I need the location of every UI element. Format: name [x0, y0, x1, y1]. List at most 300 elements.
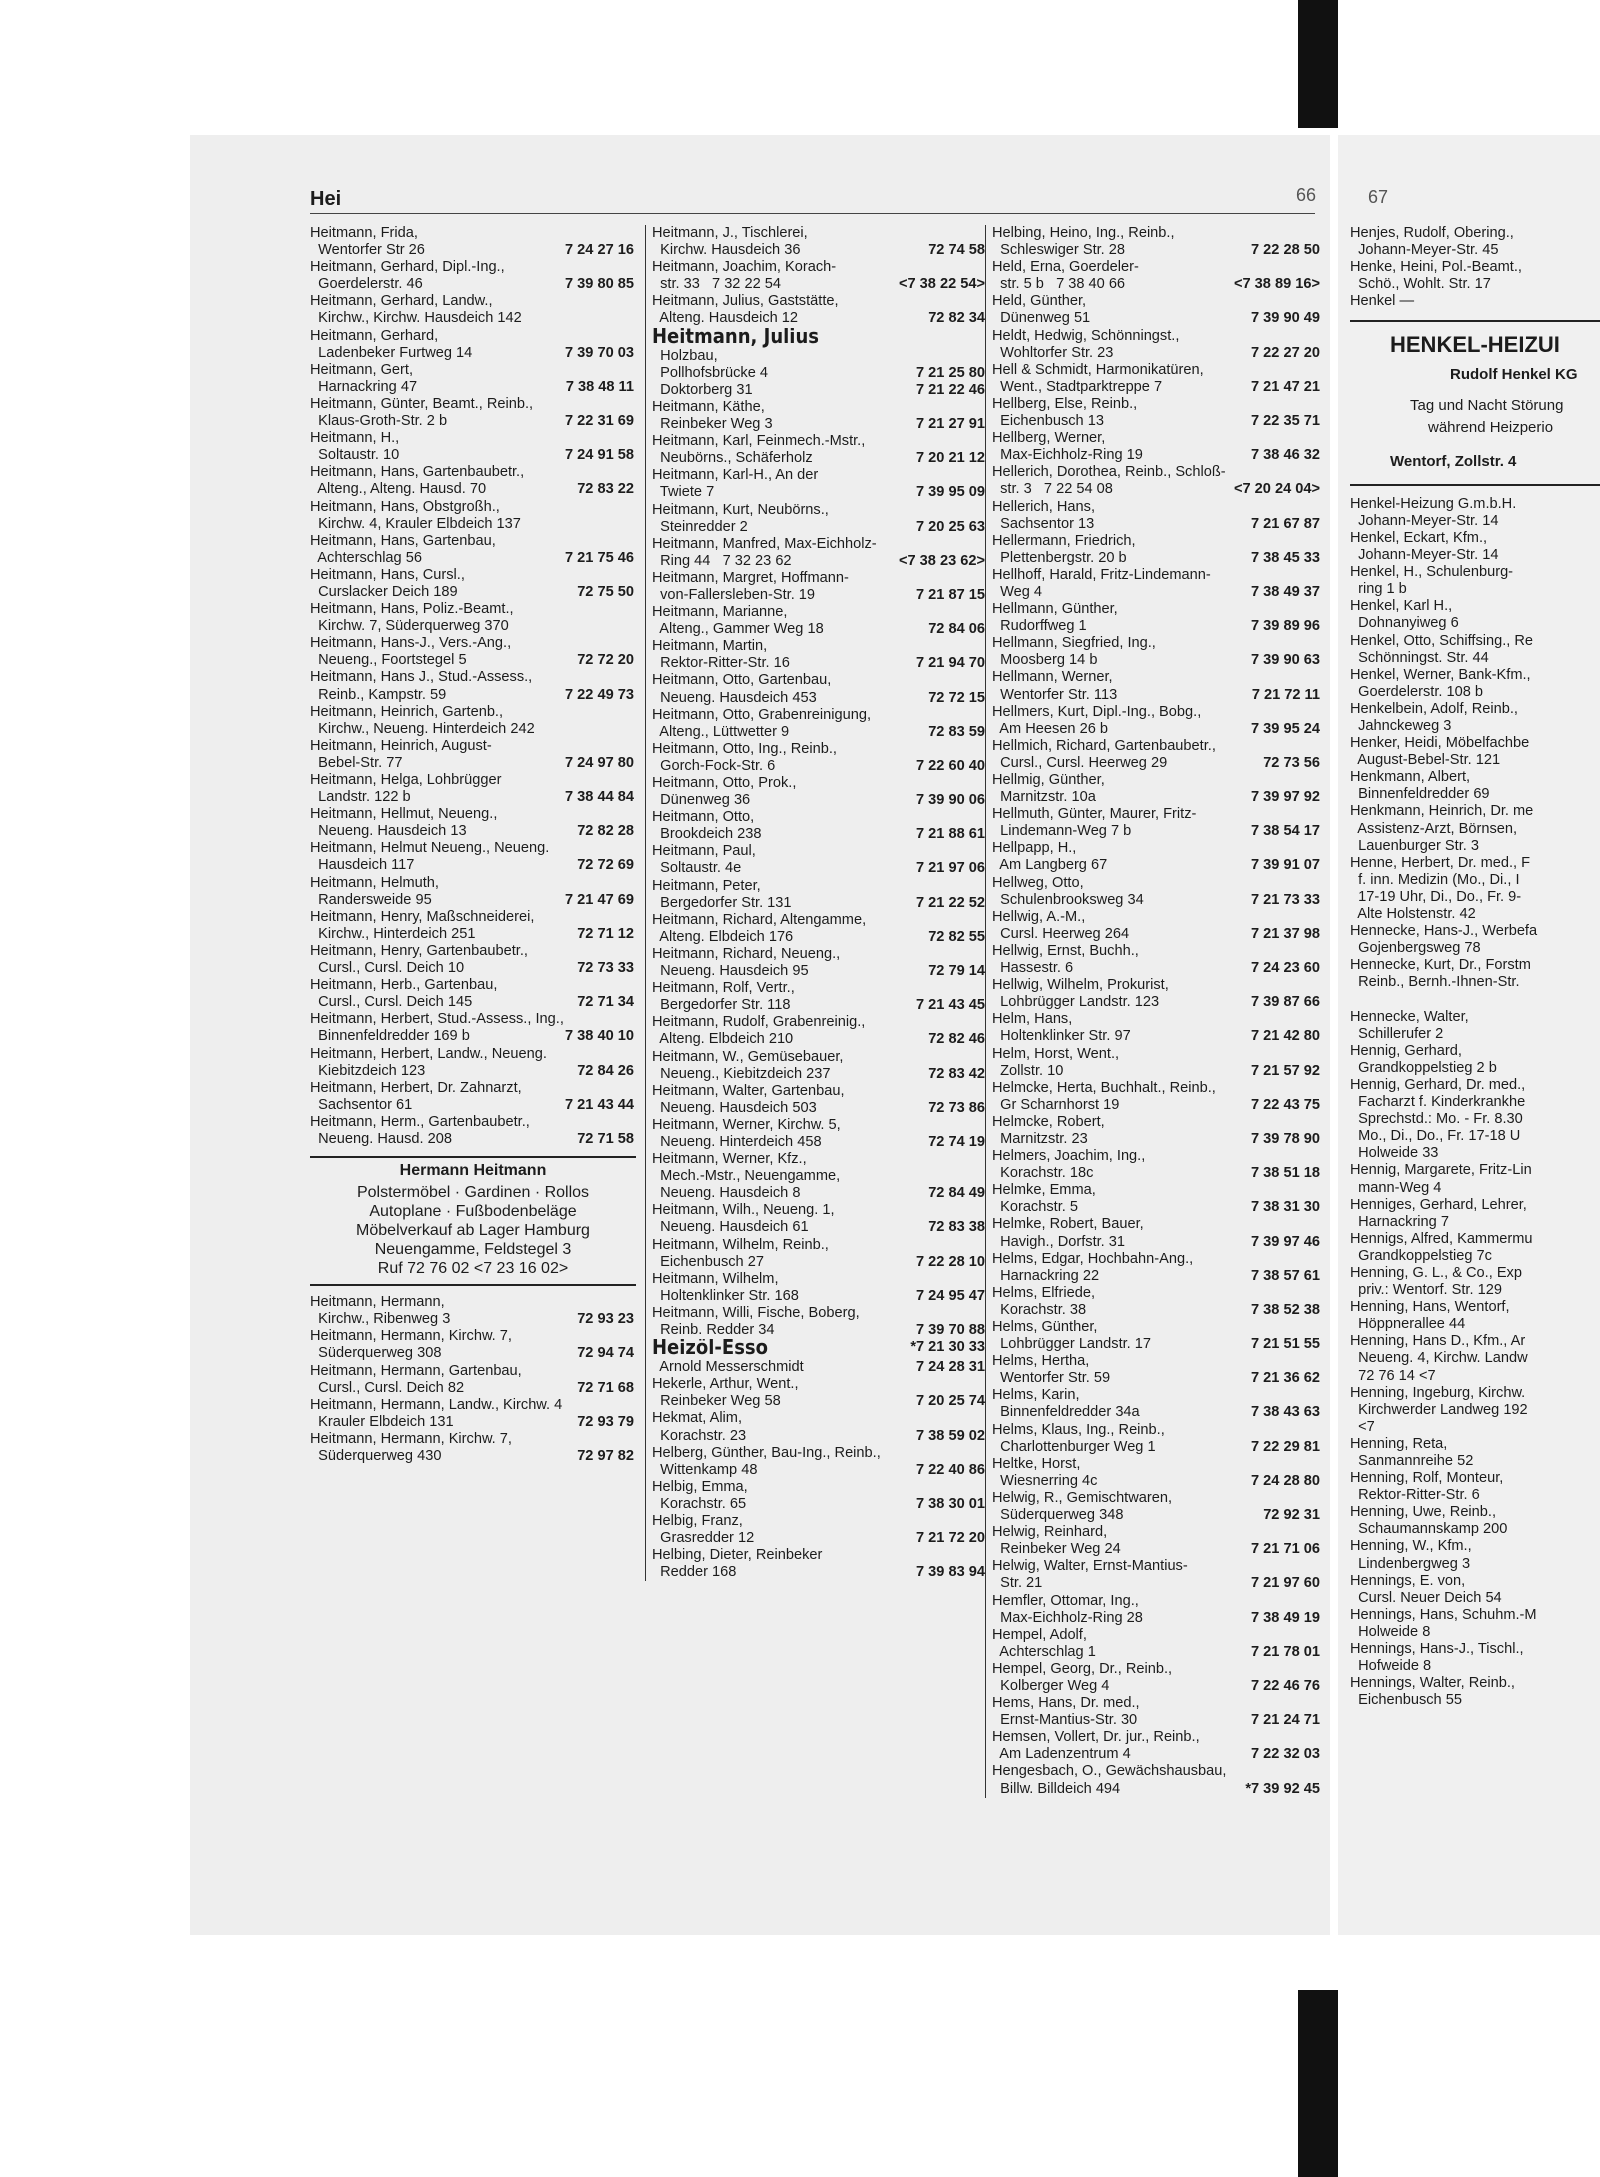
listing-line — [992, 755, 1322, 772]
listing-line — [992, 481, 1322, 498]
listing-text: Binnenfeldredder 34a — [992, 1404, 1140, 1421]
listing-text: Korachstr. 38 — [992, 1301, 1087, 1318]
listing-text: Hellberg, Else, Reinb., — [992, 395, 1138, 412]
listing-text: Curslacker Deich 189 — [310, 583, 458, 600]
listing-text: Heitmann, Walter, Gartenbau, — [652, 1082, 845, 1099]
listing-line — [310, 755, 636, 772]
listing-line: Holweide 8 — [1350, 1623, 1431, 1640]
listing-line — [652, 758, 987, 775]
listing-line: Hennings, E. von, — [1350, 1572, 1466, 1589]
listing-line: Henning, Hans D., Kfm., Ar — [1350, 1333, 1526, 1350]
henkel-advertisement — [1350, 320, 1600, 485]
listing-text: Went., Stadtparktreppe 7 — [992, 378, 1163, 395]
listing-text: Reinb. Redder 34 — [652, 1322, 775, 1338]
listing-line: Holweide 33 — [1350, 1145, 1439, 1162]
phone-number: 7 24 28 80 — [1251, 1472, 1320, 1489]
phone-number: 7 21 37 98 — [1251, 925, 1320, 942]
listing-line — [652, 1393, 987, 1410]
listing-text: Wittenkamp 48 — [652, 1461, 758, 1478]
listing-line — [310, 704, 636, 721]
listing-line — [652, 1049, 987, 1066]
listing-text: Neueng. Hausdeich 503 — [652, 1099, 817, 1116]
listing-line: Hennig, Gerhard, — [1350, 1042, 1462, 1059]
listing-line — [652, 399, 987, 416]
listing-line — [310, 687, 636, 704]
listing-line — [310, 1431, 636, 1448]
page-header-title: Hei — [310, 188, 342, 210]
listing-line: Grandkoppelstieg 7c — [1350, 1247, 1492, 1264]
listing-line — [310, 533, 636, 550]
listing-line: Lindenbergweg 3 — [1350, 1555, 1471, 1572]
listing-text: Heitmann, Helmut Neueng., Neueng. — [310, 840, 550, 857]
listing-text: Helwig, R., Gemischtwaren, — [992, 1489, 1173, 1506]
listing-text: Heitmann, Hans, Gartenbaubetr., — [310, 464, 525, 481]
listing-text: Heitmann, Otto, Prok., — [652, 775, 797, 791]
binding-spine-bottom — [1298, 1990, 1338, 2177]
listing-text: Helbig, Franz, — [652, 1513, 743, 1530]
phone-number: <7 38 22 54> — [898, 276, 985, 293]
listing-text: Helms, Klaus, Ing., Reinb., — [992, 1421, 1165, 1438]
listing-line — [310, 259, 636, 276]
listing-line — [992, 1678, 1322, 1695]
listing-text: Heitmann, Karl, Feinmech.-Mstr., — [652, 433, 866, 450]
phone-number: *7 21 30 33 — [910, 1339, 985, 1356]
listing-line — [310, 601, 636, 618]
listing-text: Soltaustr. 10 — [310, 447, 400, 464]
listing-text: Heitmann, Käthe, — [652, 398, 765, 415]
listing-text: Heitmann, Gert, — [310, 361, 414, 378]
listing-line — [652, 587, 987, 604]
listing-line — [652, 259, 987, 276]
listing-text: Doktorberg 31 — [652, 381, 753, 398]
phone-number: 7 21 57 92 — [1251, 1062, 1320, 1079]
listing-text: Heitmann, Joachim, Korach- — [652, 259, 837, 276]
listing-text: Holtenklinker Str. 97 — [992, 1028, 1131, 1045]
phone-number: 7 39 97 46 — [1251, 1233, 1320, 1250]
listing-text: Cursl., Cursl. Deich 82 — [310, 1379, 465, 1396]
phone-number: 7 21 36 62 — [1251, 1370, 1320, 1387]
ad-text-line: Polstermöbel · Gardinen · Rollos — [356, 1184, 590, 1202]
phone-number: 7 38 45 33 — [1251, 549, 1320, 566]
listing-text: Neueng. Hausdeich 95 — [652, 963, 809, 980]
listing-text: Rudorffweg 1 — [992, 618, 1087, 635]
listing-text: Hellmann, Günther, — [992, 601, 1118, 618]
phone-number: 72 93 23 — [577, 1311, 634, 1328]
header-rule — [310, 213, 1315, 214]
column-3 — [985, 225, 1322, 1798]
listing-line — [652, 707, 987, 724]
listing-text: Sachsentor 13 — [992, 515, 1095, 532]
listing-text: Max-Eichholz-Ring 28 — [992, 1609, 1143, 1626]
listing-text: Krauler Elbdeich 131 — [310, 1413, 454, 1430]
listing-line — [992, 447, 1322, 464]
phone-number: 7 24 28 31 — [916, 1359, 985, 1376]
listing-text: Hengesbach, O., Gewächshausbau, — [992, 1763, 1227, 1780]
listing-text: Heitmann, Otto, Grabenreinigung, — [652, 706, 872, 723]
listing-line — [652, 1479, 987, 1496]
listing-line: Dohnanyiweg 6 — [1350, 615, 1459, 632]
listing-line — [992, 823, 1322, 840]
phone-number: 7 21 72 20 — [916, 1530, 985, 1547]
listing-text: Reinbeker Weg 58 — [652, 1393, 781, 1410]
phone-number: 7 21 87 15 — [916, 586, 985, 603]
listing-line — [992, 533, 1322, 550]
listing-line: Henke, Heini, Pol.-Beamt., — [1350, 259, 1522, 276]
listing-line — [310, 345, 636, 362]
listing-text: Lohbrügger Landstr. 123 — [992, 994, 1160, 1011]
listing-line: Hennig, Gerhard, Dr. med., — [1350, 1076, 1526, 1093]
listing-line — [310, 430, 636, 447]
listing-line: Henne, Herbert, Dr. med., F — [1350, 854, 1531, 871]
listing-text: Heitmann, H., — [310, 430, 400, 447]
listing-line — [652, 1339, 987, 1359]
listing-line — [310, 310, 636, 327]
listing-text: Reinb., Kampstr. 59 — [310, 686, 447, 703]
listing-text: Cursl., Cursl. Deich 10 — [310, 960, 465, 977]
listing-line — [310, 1294, 636, 1311]
listing-text: Heitmann, Herb., Gartenbau, — [310, 977, 498, 994]
phone-number: 7 38 52 38 — [1251, 1301, 1320, 1318]
listing-text: Heltke, Horst, — [992, 1455, 1081, 1472]
listing-text: Heitmann, Heinrich, Gartenb., — [310, 703, 504, 720]
listing-text: Alteng. Elbdeich 176 — [652, 928, 794, 945]
listing-text: Holtenklinker Str. 168 — [652, 1287, 799, 1304]
listing-line: Henning, Uwe, Reinb., — [1350, 1504, 1497, 1521]
listing-text: Kolberger Weg 4 — [992, 1677, 1110, 1694]
listing-line: Henning, Hans, Wentorf, — [1350, 1299, 1510, 1316]
listing-line — [652, 1445, 987, 1462]
listing-text: Alteng., Gammer Weg 18 — [652, 621, 824, 638]
phone-number: 7 21 22 52 — [916, 894, 985, 911]
phone-number: 7 38 40 10 — [565, 1028, 634, 1045]
listing-line — [310, 1328, 636, 1345]
listing-line — [310, 1345, 636, 1362]
phone-number: 7 21 24 71 — [1251, 1712, 1320, 1729]
listing-line — [310, 567, 636, 584]
listing-text: Neueng. Hausd. 208 — [310, 1130, 452, 1147]
listing-line — [310, 499, 636, 516]
listing-line — [992, 1746, 1322, 1763]
column-2 — [645, 225, 987, 1581]
listing-line — [310, 875, 636, 892]
phone-number: 72 83 42 — [928, 1065, 985, 1082]
listing-line — [992, 738, 1322, 755]
listing-line — [1350, 991, 1600, 1008]
listing-text: Heitmann, Julius — [652, 327, 819, 348]
listing-text: Max-Eichholz-Ring 19 — [992, 447, 1143, 464]
listing-line — [310, 293, 636, 310]
listing-line — [652, 843, 987, 860]
listing-line: Henkmann, Albert, — [1350, 769, 1471, 786]
phone-number: 72 71 58 — [577, 1130, 634, 1147]
listing-text: Heitmann, Margret, Hoffmann- — [652, 569, 849, 586]
listing-text: Alteng. Elbdeich 210 — [652, 1031, 794, 1048]
listing-text: Billw. Billdeich 494 — [992, 1780, 1121, 1797]
listing-line — [652, 1322, 987, 1339]
listing-text: Eichenbusch 27 — [652, 1253, 764, 1270]
listing-line — [652, 1462, 987, 1479]
ad-company: Rudolf Henkel KG — [1450, 365, 1578, 383]
phone-number: 7 22 35 71 — [1251, 413, 1320, 430]
phone-number: 7 22 28 10 — [916, 1253, 985, 1270]
listing-text: Heitmann, Heinrich, August- — [310, 737, 492, 754]
listing-text: Cursl., Cursl. Heerweg 29 — [992, 754, 1168, 771]
phone-number: 7 39 91 07 — [1251, 857, 1320, 874]
listing-text: Am Langberg 67 — [992, 857, 1108, 874]
listing-line — [992, 1011, 1322, 1028]
phone-number: 7 38 49 37 — [1251, 583, 1320, 600]
page-number-right: 67 — [1368, 187, 1389, 207]
listing-text: Heitmann, Helmuth, — [310, 874, 439, 891]
phone-number: 7 21 27 91 — [916, 416, 985, 433]
listing-line — [310, 806, 636, 823]
listing-text: Heitmann, Rolf, Vertr., — [652, 980, 795, 997]
right-page — [1338, 135, 1600, 1935]
listing-text: Heitmann, Hermann, Landw., Kirchw. 4 — [310, 1396, 563, 1413]
listing-text: Helm, Horst, Went., — [992, 1045, 1120, 1062]
listing-text: Gorch-Fock-Str. 6 — [652, 757, 776, 774]
listing-line — [992, 1712, 1322, 1729]
listing-text: Helwig, Walter, Ernst-Mantius- — [992, 1558, 1188, 1575]
listing-text: Hellberg, Werner, — [992, 430, 1106, 447]
phone-number: 72 71 34 — [577, 994, 634, 1011]
phone-number: 7 24 97 80 — [565, 754, 634, 771]
listing-text: str. 5 b 7 38 40 66 — [992, 276, 1126, 293]
listing-line — [992, 669, 1322, 686]
listing-line: 72 76 14 <7 — [1350, 1367, 1436, 1384]
listing-line — [992, 1353, 1322, 1370]
listing-line: priv.: Wentorf. Str. 129 — [1350, 1282, 1502, 1299]
phone-number: 7 38 59 02 — [916, 1427, 985, 1444]
listing-line — [992, 977, 1322, 994]
listing-line — [652, 467, 987, 484]
listing-line — [652, 1376, 987, 1393]
listing-line — [652, 1219, 987, 1236]
phone-number: 7 39 83 94 — [916, 1564, 985, 1581]
listing-line — [652, 365, 987, 382]
listing-line — [992, 1729, 1322, 1746]
phone-number: 7 20 21 12 — [916, 450, 985, 467]
listing-line: Grandkoppelstieg 2 b — [1350, 1059, 1497, 1076]
listing-line — [992, 328, 1322, 345]
listing-line — [992, 1028, 1322, 1045]
phone-number: 72 71 12 — [577, 925, 634, 942]
listing-line: Cursl. Neuer Deich 54 — [1350, 1589, 1502, 1606]
listing-text: Heitmann, Hans J., Stud.-Assess., — [310, 669, 533, 686]
listing-text: Eichenbusch 13 — [992, 413, 1104, 430]
phone-number: 72 72 69 — [577, 857, 634, 874]
phone-number: 7 38 31 30 — [1251, 1199, 1320, 1216]
phone-number: 7 21 22 46 — [916, 381, 985, 398]
phone-number: 7 38 54 17 — [1251, 823, 1320, 840]
listing-line — [992, 1080, 1322, 1097]
listing-line — [652, 1410, 987, 1427]
listing-text: Heitmann, Wilhelm, Reinb., — [652, 1236, 829, 1253]
listing-text: Hell & Schmidt, Harmonikatüren, — [992, 361, 1204, 378]
listing-line — [992, 618, 1322, 635]
phone-number: 72 83 22 — [577, 481, 634, 498]
phone-number: 72 84 49 — [928, 1185, 985, 1202]
listing-line — [652, 1031, 987, 1048]
phone-number: 72 74 19 — [928, 1133, 985, 1150]
phone-number: 7 21 72 11 — [1251, 686, 1320, 703]
listing-text: Held, Günther, — [992, 293, 1087, 310]
listing-text: Bebel-Str. 77 — [310, 754, 403, 771]
phone-number: 7 39 97 92 — [1251, 789, 1320, 806]
listing-line: Henkmann, Heinrich, Dr. me — [1350, 803, 1534, 820]
listing-text: Korachstr. 5 — [992, 1199, 1078, 1216]
phone-number: 7 38 57 61 — [1251, 1267, 1320, 1284]
listing-text: Heitmann, Gerhard, — [310, 327, 439, 344]
listing-line: Henker, Heidi, Möbelfachbe — [1350, 735, 1530, 752]
listing-line — [992, 1148, 1322, 1165]
listing-text: Goerdelerstr. 46 — [310, 276, 423, 293]
listing-text: Kirchw. 4, Krauler Elbdeich 137 — [310, 515, 521, 532]
listing-line — [652, 690, 987, 707]
listing-line — [652, 570, 987, 587]
phone-number: 72 93 79 — [577, 1413, 634, 1430]
listing-line — [992, 875, 1322, 892]
listing-line — [652, 1530, 987, 1547]
listing-line: Hennecke, Kurt, Dr., Forstm — [1350, 957, 1531, 974]
ad-line-2: während Heizperio — [1428, 418, 1554, 436]
listing-text: Reinbeker Weg 24 — [992, 1541, 1121, 1558]
listing-line — [310, 977, 636, 994]
listing-text: Hellpapp, H., — [992, 840, 1077, 857]
phone-number: 7 21 73 33 — [1251, 891, 1320, 908]
phone-number: 72 82 46 — [928, 1031, 985, 1048]
phone-number: 7 22 40 86 — [916, 1461, 985, 1478]
listing-line — [992, 362, 1322, 379]
listing-line — [310, 960, 636, 977]
listing-text: Marnitzstr. 23 — [992, 1130, 1088, 1147]
listing-text: Helms, Edgar, Hochbahn-Ang., — [992, 1250, 1194, 1267]
listing-line: Sprechstd.: Mo. - Fr. 8.30 — [1350, 1111, 1523, 1128]
listing-line — [310, 447, 636, 464]
listing-text: Helmke, Robert, Bauer, — [992, 1216, 1144, 1233]
listing-line — [310, 618, 636, 635]
listing-text: Heitmann, Hans, Gartenbau, — [310, 532, 496, 549]
listing-line — [992, 1336, 1322, 1353]
listing-line: f. inn. Medizin (Mo., Di., I — [1350, 871, 1520, 888]
listing-text: Alteng., Alteng. Hausd. 70 — [310, 481, 487, 498]
phone-number: 72 82 55 — [928, 928, 985, 945]
phone-number: 7 24 91 58 — [565, 447, 634, 464]
listing-text: Heitmann, Martin, — [652, 638, 768, 655]
listing-text: Wohltorfer Str. 23 — [992, 344, 1114, 361]
ad-text-line: Neuengamme, Feldstegel 3 — [374, 1241, 572, 1259]
listing-text: Neueng. Hausdeich 8 — [652, 1185, 801, 1202]
listing-line — [992, 1627, 1322, 1644]
listing-text: Cursl. Heerweg 264 — [992, 925, 1130, 942]
listing-line — [652, 416, 987, 433]
listing-text: Hellmig, Günther, — [992, 772, 1105, 788]
listing-line — [652, 1254, 987, 1271]
listing-line — [992, 601, 1322, 618]
listing-line — [992, 1781, 1322, 1798]
listing-line — [992, 1302, 1322, 1319]
listing-line — [310, 362, 636, 379]
listing-text: Korachstr. 65 — [652, 1495, 747, 1512]
listing-text: str. 33 7 32 22 54 — [652, 276, 781, 293]
listing-line — [652, 1066, 987, 1083]
listing-text: Helms, Karin, — [992, 1387, 1080, 1404]
phone-number: 72 84 26 — [577, 1062, 634, 1079]
listing-line — [992, 1456, 1322, 1473]
listing-line — [310, 926, 636, 943]
listing-line — [310, 1397, 636, 1414]
listing-text: str. 3 7 22 54 08 — [992, 481, 1113, 498]
phone-number: 72 72 15 — [928, 689, 985, 706]
listing-line — [652, 1185, 987, 1202]
listing-text: Achterschlag 1 — [992, 1643, 1096, 1660]
phone-number: 7 22 43 75 — [1251, 1096, 1320, 1113]
listing-line — [652, 638, 987, 655]
listing-line — [310, 669, 636, 686]
phone-number: <7 38 89 16> — [1233, 276, 1320, 293]
listing-line — [992, 857, 1322, 874]
listing-text: Heitmann, Peter, — [652, 877, 761, 894]
listing-line — [992, 550, 1322, 567]
listing-line — [652, 912, 987, 929]
listing-text: Zollstr. 10 — [992, 1062, 1064, 1079]
listing-line — [310, 276, 636, 293]
phone-number: 7 21 71 06 — [1251, 1541, 1320, 1558]
listing-text: Neueng. Hausdeich 13 — [310, 823, 467, 840]
listing-line — [652, 621, 987, 638]
listing-line — [310, 1080, 636, 1097]
listing-line — [652, 792, 987, 809]
phone-number: 7 38 46 32 — [1251, 447, 1320, 464]
phone-number: 7 21 88 61 — [916, 826, 985, 843]
listing-line — [652, 1100, 987, 1117]
listing-line — [992, 1661, 1322, 1678]
listing-text: Harnackring 22 — [992, 1267, 1100, 1284]
listing-text: Helwig, Reinhard, — [992, 1524, 1108, 1541]
phone-number: 7 39 90 06 — [916, 792, 985, 809]
listing-line — [652, 1014, 987, 1031]
listing-line — [652, 310, 987, 327]
listing-line: Schö., Wohlt. Str. 17 — [1350, 276, 1491, 293]
phone-number: 7 38 48 11 — [565, 378, 634, 395]
listing-line — [310, 909, 636, 926]
listing-line — [652, 1547, 987, 1564]
phone-number: 7 21 97 06 — [916, 860, 985, 877]
listing-line — [652, 1168, 987, 1185]
phone-number: 7 39 78 90 — [1251, 1130, 1320, 1147]
binding-spine-top — [1298, 0, 1338, 128]
phone-number: 72 72 20 — [577, 652, 634, 669]
phone-number: 72 82 28 — [577, 823, 634, 840]
listing-text: Helms, Elfriede, — [992, 1284, 1095, 1301]
phone-number: 7 20 25 63 — [916, 518, 985, 535]
listing-line — [310, 1131, 636, 1148]
listing-text: Dünenweg 36 — [652, 792, 751, 809]
listing-text: Hempel, Adolf, — [992, 1626, 1087, 1643]
phone-number: 72 94 74 — [577, 1345, 634, 1362]
listing-line — [310, 857, 636, 874]
listing-text: Steinredder 2 — [652, 518, 748, 535]
listing-line — [652, 980, 987, 997]
listing-text: Süderquerweg 308 — [310, 1345, 442, 1362]
listing-line — [652, 826, 987, 843]
listing-text: Wentorfer Str. 59 — [992, 1370, 1111, 1387]
listing-text: Hellmers, Kurt, Dipl.-Ing., Bobg., — [992, 703, 1202, 720]
listing-line — [310, 1028, 636, 1045]
listing-text: Lohbrügger Landstr. 17 — [992, 1336, 1152, 1353]
listing-text: Heitmann, Willi, Fische, Boberg, — [652, 1304, 860, 1321]
listing-text: Redder 168 — [652, 1564, 737, 1581]
